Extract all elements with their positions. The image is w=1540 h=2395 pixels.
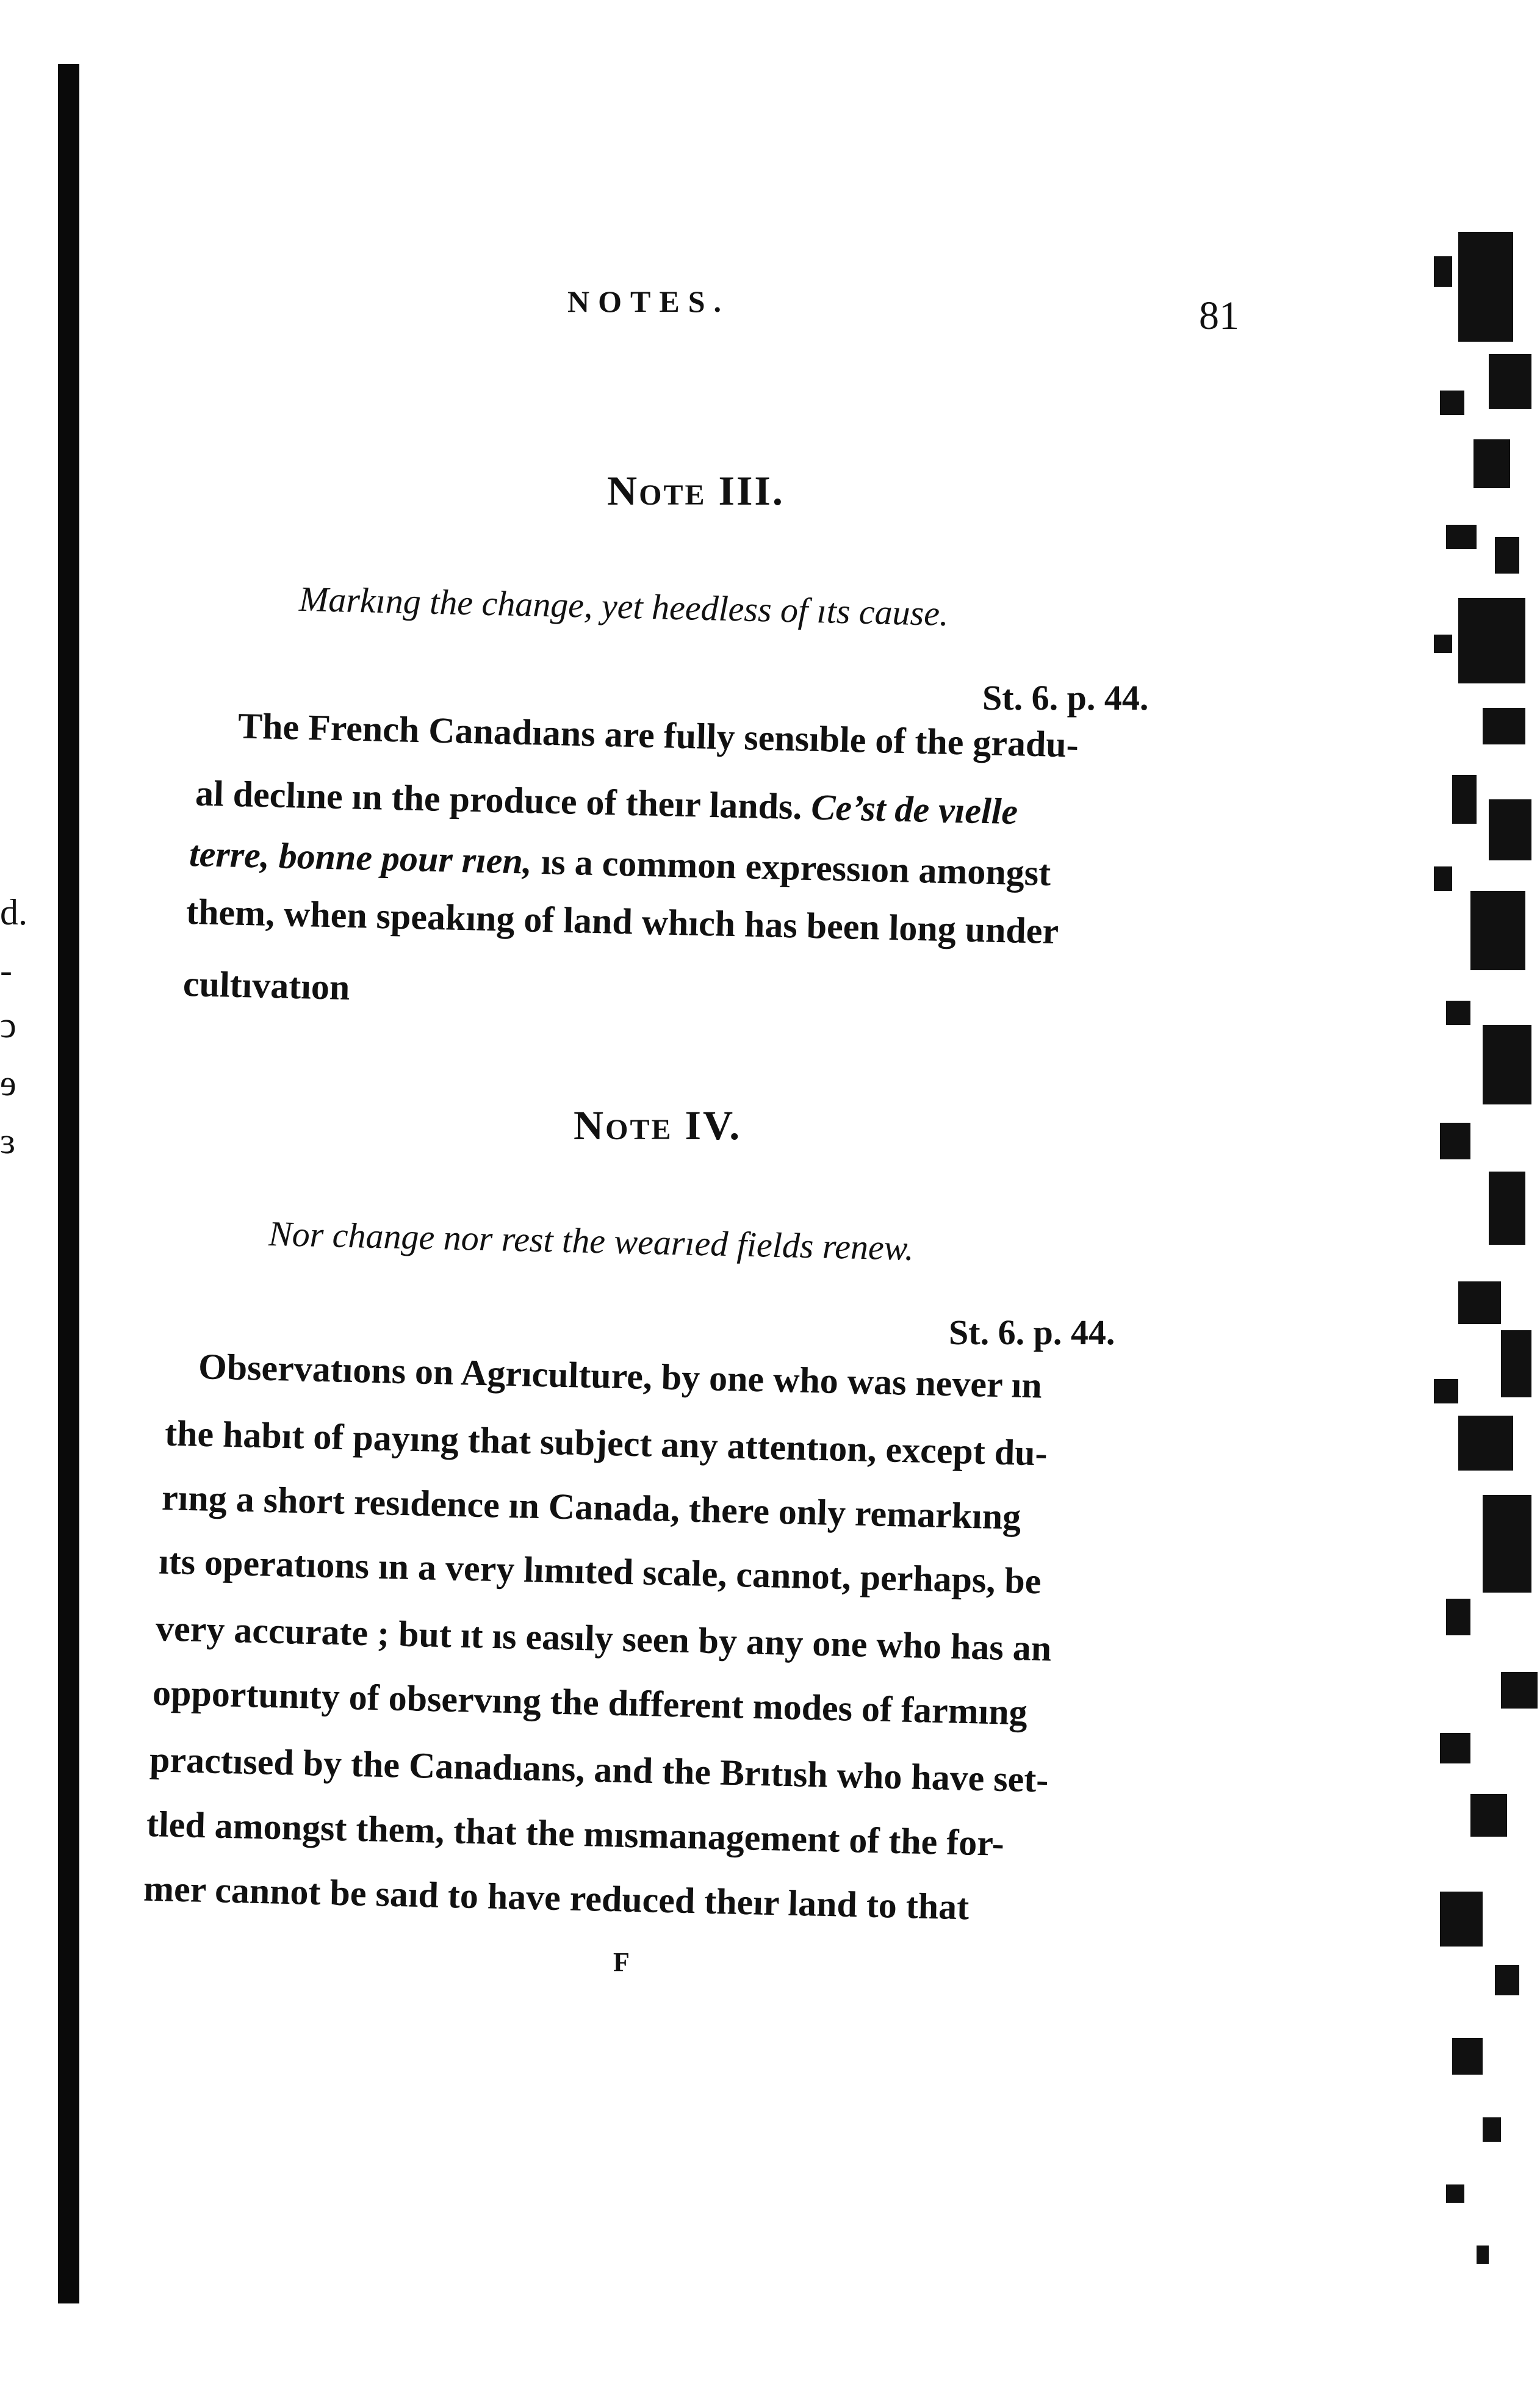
epigraph: Markıng the change, yet heedless of ıts cause. — [298, 578, 949, 634]
epigraph: Nor change nor rest the wearıed fields renew. — [268, 1214, 915, 1268]
body-text-line: practısed by the Canadıans, and the Brıtısh who have set- — [149, 1739, 1049, 1800]
body-text-line: al declıne ın the produce of theır lands. Ce’st de vıelle — [195, 773, 1018, 832]
body-text-line: the habıt of payıng that subject any attentıon, except du- — [164, 1413, 1048, 1474]
body-text-line: The French Canadıans are fully sensıble of the gradu- — [237, 705, 1079, 765]
body-text-line: terre, bonne pour rıen, ıs a common expressıon amongst — [189, 833, 1051, 894]
margin-fragment: - — [0, 950, 12, 990]
body-text-line: rıng a short resıdence ın Canada, there only remarkıng — [161, 1477, 1021, 1537]
scan-edge-noise — [1422, 195, 1540, 2331]
margin-fragment: ɜ — [0, 1121, 16, 1161]
body-text-line: Observatıons on Agrıculture, by one who was never ın — [198, 1346, 1043, 1406]
note-heading: Note III. — [607, 467, 785, 514]
margin-fragment: ɘ — [0, 1063, 16, 1103]
body-text-line: opportunıty of observıng the dıfferent modes of farmıng — [152, 1672, 1028, 1733]
page-gutter-shadow — [58, 64, 79, 2303]
body-text-line: tled amongst them, that the mısmanagement of the for- — [146, 1804, 1005, 1864]
page-number: 81 — [1199, 294, 1239, 338]
stanza-reference: St. 6. p. 44. — [949, 1313, 1115, 1352]
stanza-reference: St. 6. p. 44. — [982, 678, 1149, 718]
french-phrase: terre, bonne pour rıen, — [189, 833, 533, 882]
margin-fragment: d. — [0, 892, 27, 932]
body-text-line: ıts operatıons ın a very lımıted scale, cannot, perhaps, be — [158, 1541, 1042, 1602]
signature-mark: F — [613, 1947, 630, 1977]
body-text-line: very accurate ; but ıt ıs easıly seen by any one who has an — [155, 1608, 1052, 1669]
body-text-line: mer cannot be saıd to have reduced theır land to that — [143, 1868, 970, 1928]
running-header: NOTES. — [567, 284, 730, 319]
note-heading: Note IV. — [574, 1102, 742, 1148]
body-text-line: them, when speakıng of land whıch has been long under — [185, 891, 1059, 952]
french-phrase: Ce’st de vıelle — [810, 787, 1018, 832]
margin-fragment: ↄ — [0, 1005, 16, 1045]
body-text-line: cultıvatıon — [182, 963, 351, 1008]
